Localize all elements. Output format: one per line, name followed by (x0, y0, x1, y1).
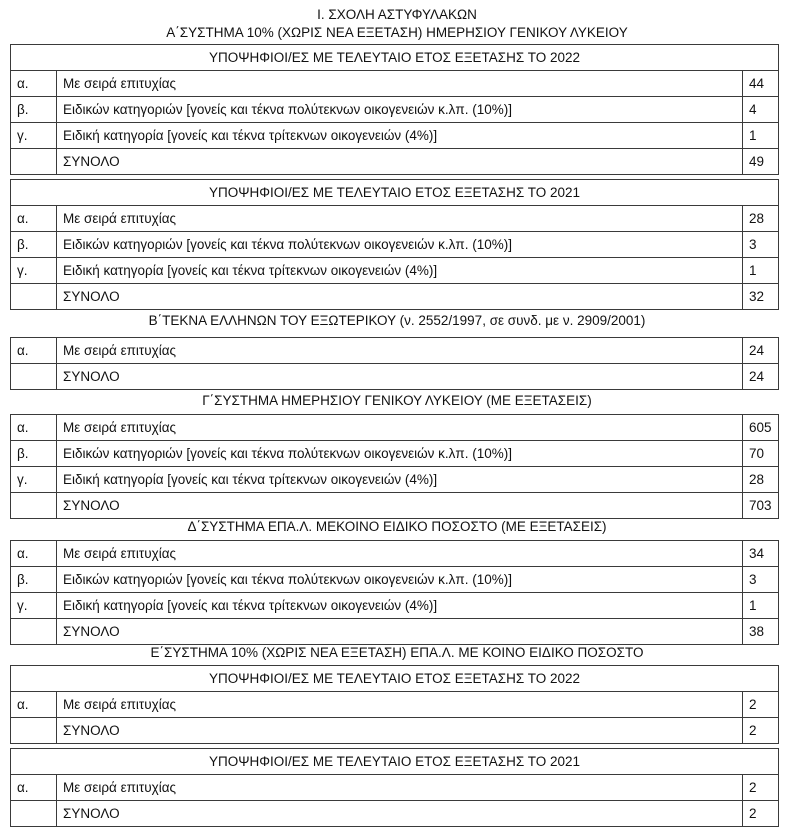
row-letter (11, 493, 57, 518)
row-value: 605 (749, 420, 772, 435)
row-letter: β. (11, 232, 57, 257)
table-b (10, 337, 779, 390)
row-letter: β. (11, 567, 57, 592)
row-value: 2 (749, 697, 757, 712)
section-d-title: Δ΄ΣΥΣΤΗΜΑ ΕΠΑ.Λ. ΜΕΚΟΙΝΟ ΕΙΔΙΚΟ ΠΟΣΟΣΤΟ (ΜΕ ΕΞΕΤΑΣΕΙΣ) (187, 519, 607, 534)
row-value: 70 (749, 446, 765, 461)
total-row (11, 284, 778, 309)
table-e-2022 (10, 665, 779, 744)
table-header: ΥΠΟΨΗΦΙΟΙ/ΕΣ ΜΕ ΤΕΛΕΥΤΑΙΟ ΕΤΟΣ ΕΞΕΤΑΣΗΣ ΤΟ 2022 (11, 45, 778, 71)
table-row (11, 338, 778, 364)
table-row (11, 541, 778, 567)
table-row (11, 692, 778, 718)
row-value: 3 (749, 572, 757, 587)
row-label: ΣΥΝΟΛΟ (57, 718, 743, 743)
row-value: 703 (749, 498, 772, 513)
row-letter: α. (11, 541, 57, 566)
total-row (11, 718, 778, 743)
table-c (10, 414, 779, 519)
row-label: Με σειρά επιτυχίας (57, 71, 743, 96)
table-row (11, 71, 778, 97)
row-letter: α. (11, 71, 57, 96)
row-label: Ειδικών κατηγοριών [γονείς και τέκνα πολύτεκνων οικογενειών κ.λπ. (10%)] (57, 567, 743, 592)
row-value: 1 (749, 263, 757, 278)
table-row (11, 258, 778, 284)
table-row (11, 441, 778, 467)
row-letter: γ. (11, 258, 57, 283)
row-value: 24 (749, 369, 765, 384)
section-a-title: Α΄ΣΥΣΤΗΜΑ 10% (ΧΩΡΙΣ ΝΕΑ ΕΞΕΤΑΣΗ) ΗΜΕΡΗΣΙΟΥ ΓΕΝΙΚΟΥ ΛΥΚΕΙΟΥ (166, 25, 628, 40)
row-label: Ειδικών κατηγοριών [γονείς και τέκνα πολύτεκνων οικογενειών κ.λπ. (10%)] (57, 232, 743, 257)
row-value: 44 (749, 76, 765, 91)
row-value: 24 (749, 343, 765, 358)
row-value: 4 (749, 102, 757, 117)
row-label: ΣΥΝΟΛΟ (57, 493, 743, 518)
row-value: 1 (749, 598, 757, 613)
total-row (11, 619, 778, 644)
row-letter (11, 801, 57, 826)
row-label: Ειδική κατηγορία [γονείς και τέκνα τρίτεκνων οικογενειών (4%)] (57, 123, 743, 148)
row-label: Ειδική κατηγορία [γονείς και τέκνα τρίτεκνων οικογενειών (4%)] (57, 258, 743, 283)
row-label: Ειδικών κατηγοριών [γονείς και τέκνα πολύτεκνων οικογενειών κ.λπ. (10%)] (57, 441, 743, 466)
row-letter (11, 149, 57, 174)
row-label: Με σειρά επιτυχίας (57, 692, 743, 717)
row-value: 28 (749, 211, 765, 226)
table-row (11, 467, 778, 493)
total-row (11, 493, 778, 518)
table-row (11, 775, 778, 801)
row-letter (11, 284, 57, 309)
row-letter: α. (11, 775, 57, 800)
table-row (11, 123, 778, 149)
table-e-2021 (10, 748, 779, 827)
row-letter (11, 619, 57, 644)
row-value: 28 (749, 472, 765, 487)
table-row (11, 567, 778, 593)
table-header: ΥΠΟΨΗΦΙΟΙ/ΕΣ ΜΕ ΤΕΛΕΥΤΑΙΟ ΕΤΟΣ ΕΞΕΤΑΣΗΣ ΤΟ 2022 (11, 666, 778, 692)
row-label: ΣΥΝΟΛΟ (57, 364, 743, 389)
row-letter: β. (11, 441, 57, 466)
row-letter: γ. (11, 123, 57, 148)
row-label: ΣΥΝΟΛΟ (57, 619, 743, 644)
table-header: ΥΠΟΨΗΦΙΟΙ/ΕΣ ΜΕ ΤΕΛΕΥΤΑΙΟ ΕΤΟΣ ΕΞΕΤΑΣΗΣ ΤΟ 2021 (11, 749, 778, 775)
table-d (10, 540, 779, 645)
row-letter: α. (11, 338, 57, 363)
row-label: ΣΥΝΟΛΟ (57, 284, 743, 309)
row-letter (11, 718, 57, 743)
row-value: 1 (749, 128, 757, 143)
section-c-title: Γ΄ΣΥΣΤΗΜΑ ΗΜΕΡΗΣΙΟΥ ΓΕΝΙΚΟΥ ΛΥΚΕΙΟΥ (ΜΕ ΕΞΕΤΑΣΕΙΣ) (202, 393, 592, 408)
row-label: Ειδική κατηγορία [γονείς και τέκνα τρίτεκνων οικογενειών (4%)] (57, 593, 743, 618)
row-value: 34 (749, 546, 765, 561)
row-letter: α. (11, 692, 57, 717)
row-value: 2 (749, 780, 757, 795)
section-b-title: Β΄ΤΕΚΝΑ ΕΛΛΗΝΩΝ ΤΟΥ ΕΞΩΤΕΡΙΚΟΥ (ν. 2552/1997, σε συνδ. με ν. 2909/2001) (148, 313, 646, 328)
row-value: 38 (749, 624, 765, 639)
row-letter: α. (11, 415, 57, 440)
table-row (11, 415, 778, 441)
row-value: 32 (749, 289, 765, 304)
row-value: 2 (749, 806, 757, 821)
total-row (11, 801, 778, 826)
table-row (11, 206, 778, 232)
table-header: ΥΠΟΨΗΦΙΟΙ/ΕΣ ΜΕ ΤΕΛΕΥΤΑΙΟ ΕΤΟΣ ΕΞΕΤΑΣΗΣ ΤΟ 2021 (11, 180, 778, 206)
total-row (11, 364, 778, 389)
row-letter: γ. (11, 467, 57, 492)
table-a-2022 (10, 44, 779, 175)
row-letter: α. (11, 206, 57, 231)
table-row (11, 97, 778, 123)
row-label: Με σειρά επιτυχίας (57, 338, 743, 363)
table-a-2021 (10, 179, 779, 310)
page-title: I. ΣΧΟΛΗ ΑΣΤΥΦΥΛΑΚΩΝ (317, 7, 477, 22)
row-label: Με σειρά επιτυχίας (57, 541, 743, 566)
row-letter: γ. (11, 593, 57, 618)
row-letter: β. (11, 97, 57, 122)
row-letter (11, 364, 57, 389)
table-row (11, 593, 778, 619)
row-label: Ειδική κατηγορία [γονείς και τέκνα τρίτεκνων οικογενειών (4%)] (57, 467, 743, 492)
section-e-title: Ε΄ΣΥΣΤΗΜΑ 10% (ΧΩΡΙΣ ΝΕΑ ΕΞΕΤΑΣΗ) ΕΠΑ.Λ. ΜΕ ΚΟΙΝΟ ΕΙΔΙΚΟ ΠΟΣΟΣΤΟ (150, 645, 644, 660)
row-value: 2 (749, 723, 757, 738)
row-value: 3 (749, 237, 757, 252)
row-value: 49 (749, 154, 765, 169)
row-label: Με σειρά επιτυχίας (57, 775, 743, 800)
row-label: ΣΥΝΟΛΟ (57, 801, 743, 826)
row-label: Ειδικών κατηγοριών [γονείς και τέκνα πολύτεκνων οικογενειών κ.λπ. (10%)] (57, 97, 743, 122)
row-label: Με σειρά επιτυχίας (57, 206, 743, 231)
table-row (11, 232, 778, 258)
total-row (11, 149, 778, 174)
row-label: ΣΥΝΟΛΟ (57, 149, 743, 174)
row-label: Με σειρά επιτυχίας (57, 415, 743, 440)
